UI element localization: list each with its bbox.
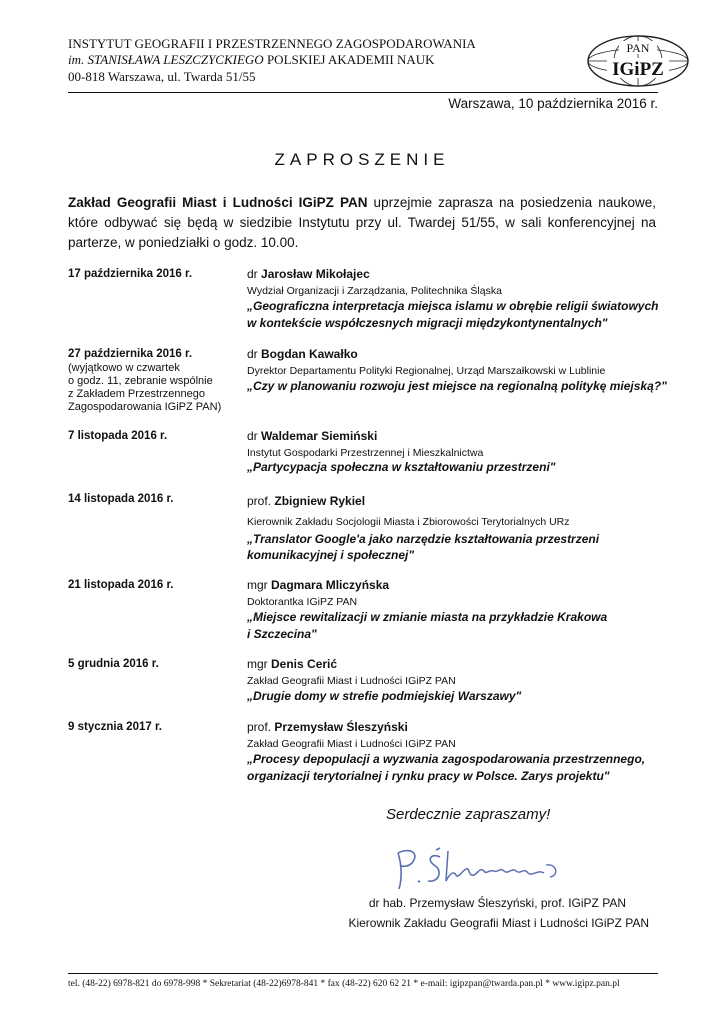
signer-name: dr hab. Przemysław Śleszyński, prof. IGiPZ PAN [368, 896, 626, 910]
speaker-title: dr [247, 347, 258, 361]
intro-organizer: Zakład Geografii Miast i Ludności IGiPZ PAN [68, 195, 368, 210]
event-institution: Wydział Organizacji i Zarządzania, Politechnika Śląska [247, 285, 502, 297]
event-speaker [247, 657, 337, 671]
institute-address: 00-818 Warszawa, ul. Twarda 51/55 [68, 69, 256, 84]
event-speaker [247, 429, 377, 443]
event-speaker [247, 494, 365, 508]
event-institution: Dyrektor Departamentu Polityki Regionalnej, Urząd Marszałkowski w Lublinie [247, 365, 606, 377]
event-date: 27 października 2016 r. [68, 348, 193, 360]
event-date: 7 listopada 2016 r. [68, 430, 168, 442]
letter-date: Warszawa, 10 października 2016 r. [448, 96, 658, 111]
speaker-title: mgr [247, 578, 268, 592]
speaker-name: Denis Cerić [271, 657, 338, 671]
event-speaker [247, 720, 408, 734]
intro-paragraph [68, 193, 656, 253]
event-date: 9 stycznia 2017 r. [68, 721, 162, 733]
patron-name: im. STANISŁAWA LESZCZYCKIEGO [68, 52, 264, 67]
signer-role: Kierownik Zakładu Geografii Miast i Ludności IGiPZ PAN [348, 916, 649, 930]
footer-rule [68, 973, 658, 974]
event-topic-line1: „Geograficzna interpretacja miejsca islamu w obrębie religii światowych [247, 299, 659, 313]
event-institution: Zakład Geografii Miast i Ludności IGiPZ PAN [247, 675, 456, 687]
event-date: 21 listopada 2016 r. [68, 579, 174, 591]
header-rule [68, 92, 658, 93]
speaker-name: Zbigniew Rykiel [274, 494, 366, 508]
intro-text: uprzejmie zaprasza na posiedzenia naukowe, które odbywać się będą w siedzibie Instytutu przy ul. Twardej 51/55, w sali konferencyjnej na parterze, w poniedziałki o godz. 10.00. [68, 195, 657, 250]
event-date: 17 października 2016 r. [68, 268, 193, 280]
speaker-name: Przemysław Śleszyński [274, 720, 408, 734]
logo-pan-text: PAN [626, 41, 650, 55]
footer-contact: tel. (48-22) 6978-821 do 6978-998 * Sekretariat (48-22)6978-841 * fax (48-22) 620 62 21 * e-mail: igipzpan@twarda.pan.pl * www.igipz.pan.pl [68, 979, 620, 989]
logo-igipz-text: IGiPZ [612, 59, 664, 80]
event-institution: Doktorantka IGiPZ PAN [247, 596, 358, 608]
academy-name: POLSKIEJ AKADEMII NAUK [266, 52, 435, 67]
speaker-title: prof. [247, 494, 272, 508]
speaker-title: dr [247, 429, 258, 443]
event-note: (wyjątkowo w czwartek o godz. 11, zebranie wspólnie z Zakładem Przestrzennego Zagospodarowania IGiPZ PAN) [68, 362, 222, 413]
event-topic-line1: „Miejsce rewitalizacji w zmianie miasta na przykładzie Krakowa [247, 610, 608, 624]
event-speaker [247, 347, 358, 361]
speaker-title: dr [247, 267, 258, 281]
speaker-title: prof. [247, 720, 272, 734]
event-date: 14 listopada 2016 r. [68, 493, 174, 505]
event-topic-line1: „Partycypacja społeczna w kształtowaniu przestrzeni" [247, 460, 556, 474]
speaker-name: Waldemar Siemiński [261, 429, 378, 443]
handwritten-signature [388, 845, 568, 895]
event-speaker [247, 578, 389, 592]
institute-name: INSTYTUT GEOGRAFII I PRZESTRZENNEGO ZAGOSPODAROWANIA [68, 36, 476, 51]
event-topic-line2: organizacji terytorialnej i rynku pracy w Polsce. Zarys projektu" [247, 769, 610, 783]
event-topic-line2: komunikacyjnej i społecznej" [247, 548, 415, 562]
event-topic-line2: w kontekście współczesnych migracji międzykontynentalnych" [247, 316, 608, 330]
event-institution: Instytut Gospodarki Przestrzennej i Mieszkalnictwa [247, 447, 484, 459]
event-date: 5 grudnia 2016 r. [68, 658, 159, 670]
speaker-title: mgr [247, 657, 268, 671]
event-topic-line2: i Szczecina" [247, 627, 317, 641]
speaker-name: Jarosław Mikołajec [261, 267, 370, 281]
event-speaker [247, 267, 370, 281]
event-topic-line1: „Drugie domy w strefie podmiejskiej Warszawy" [247, 689, 522, 703]
event-institution: Kierownik Zakładu Socjologii Miasta i Zbiorowości Terytorialnych URz [247, 516, 570, 528]
speaker-name: Bogdan Kawałko [261, 347, 358, 361]
speaker-name: Dagmara Mliczyńska [271, 578, 390, 592]
igipz-pan-logo [586, 33, 690, 88]
event-topic-line1: „Translator Google'a jako narzędzie kształtowania przestrzeni [247, 532, 600, 546]
event-topic-line1: „Procesy depopulacji a wyzwania zagospodarowania przestrzennego, [247, 752, 646, 766]
closing-text: Serdecznie zapraszamy! [386, 806, 551, 823]
institute-patron [68, 51, 435, 68]
event-institution: Zakład Geografii Miast i Ludności IGiPZ PAN [247, 738, 456, 750]
event-topic-line1: „Czy w planowaniu rozwoju jest miejsce na regionalną politykę miejską?" [247, 379, 667, 393]
page-title: ZAPROSZENIE [274, 150, 450, 169]
